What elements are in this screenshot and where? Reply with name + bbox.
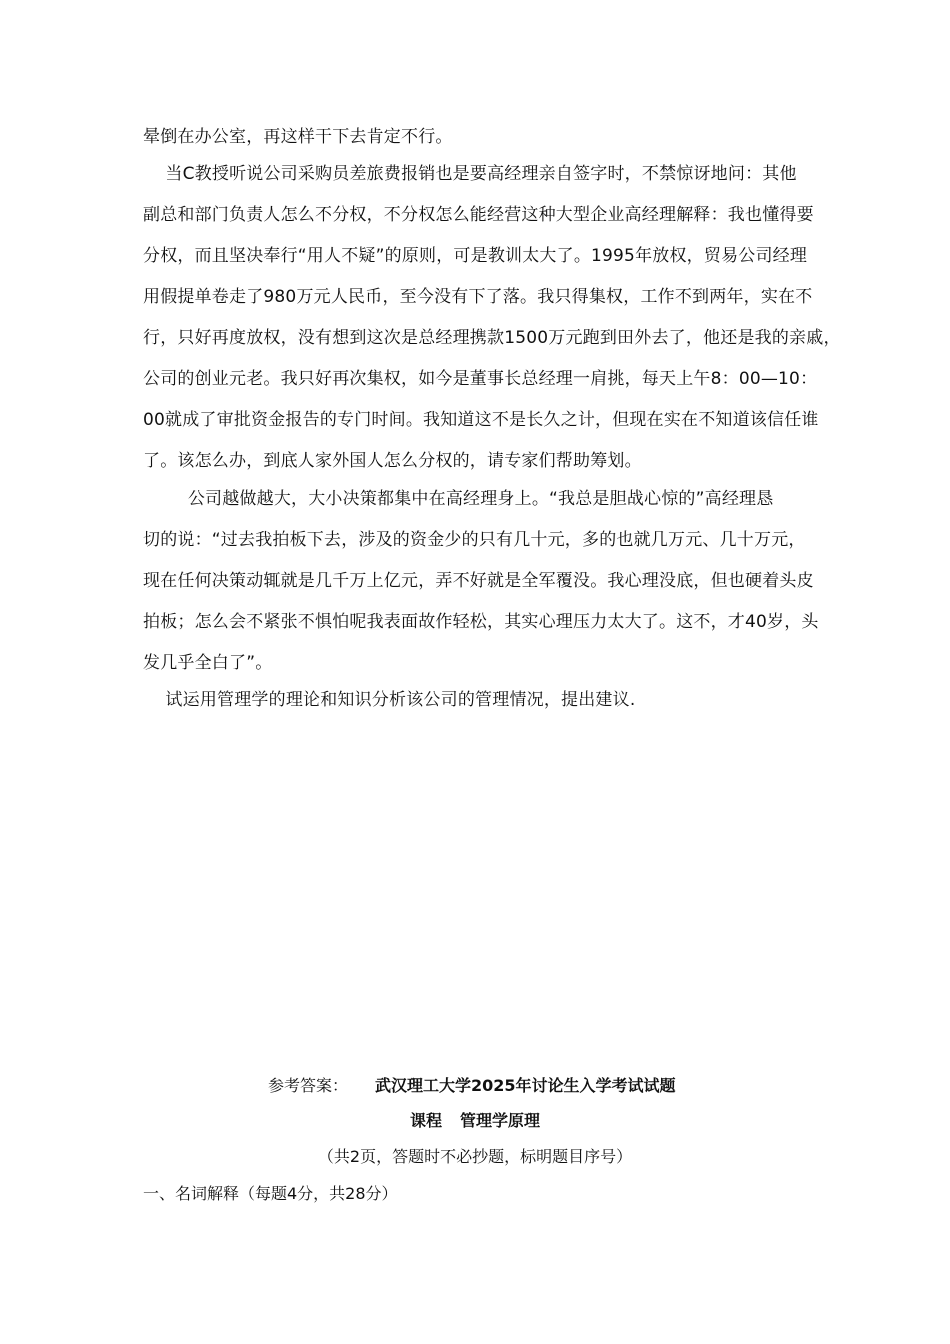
paragraph-line: 00就成了审批资金报告的专门时间。我知道这不是长久之计，但现在实在不知道该信任谁 [143, 410, 819, 430]
section-heading: 一、名词解释（每题4分，共28分） [143, 1184, 398, 1203]
paragraph-line: 了。该怎么办，到底人家外国人怎么分权的，请专家们帮助筹划。 [143, 451, 642, 471]
paragraph-line: 副总和部门负责人怎么不分权，不分权怎么能经营这种大型企业高经理解释：我也懂得要 [143, 205, 814, 225]
question-prompt: 试运用管理学的理论和知识分析该公司的管理情况，提出建议. [143, 690, 636, 710]
paragraph-line: 拍板；怎么会不紧张不惧怕呢我表面故作轻松，其实心理压力太大了。这不，才40岁，头 [143, 612, 819, 632]
paragraph-line: 切的说：“过去我拍板下去，涉及的资金少的只有几十元，多的也就几万元、几十万元， [143, 530, 806, 550]
paragraph-line: 发几乎全白了”。 [143, 653, 273, 673]
paragraph-line: 用假提单卷走了980万元人民币，至今没有下了落。我只得集权，工作不到两年，实在不 [143, 287, 813, 307]
exam-note: （共2页，答题时不必抄题，标明题目序号） [317, 1147, 633, 1166]
course-name: 管理学原理 [460, 1111, 541, 1130]
answer-label: 参考答案： [268, 1076, 349, 1095]
course-heading [0, 1108, 950, 1131]
paragraph-line: 公司越做越大，大小决策都集中在高经理身上。“我总是胆战心惊的”高经理恳 [143, 489, 774, 509]
answer-header [0, 1070, 950, 1100]
paragraph-line: 公司的创业元老。我只好再次集权，如今是董事长总经理一肩挑，每天上午8：00—10： [143, 369, 818, 389]
paragraph-line: 当C教授听说公司采购员差旅费报销也是要高经理亲自签字时，不禁惊讶地问：其他 [143, 164, 797, 184]
paragraph-line: 现在任何决策动辄就是几千万上亿元，弄不好就是全军覆没。我心理没底，但也硬着头皮 [143, 571, 814, 591]
paragraph-line: 行，只好再度放权，没有想到这次是总经理携款1500万元跑到田外去了，他还是我的亲戚， [143, 328, 841, 348]
exam-title: 武汉理工大学2025年讨论生入学考试试题 [375, 1076, 676, 1095]
course-label: 课程 [409, 1111, 442, 1130]
paragraph-line: 分权，而且坚决奉行“用人不疑”的原则，可是教训太大了。1995年放权，贸易公司经理 [143, 246, 808, 266]
paragraph-line: 晕倒在办公室，再这样干下去肯定不行。 [143, 127, 453, 147]
